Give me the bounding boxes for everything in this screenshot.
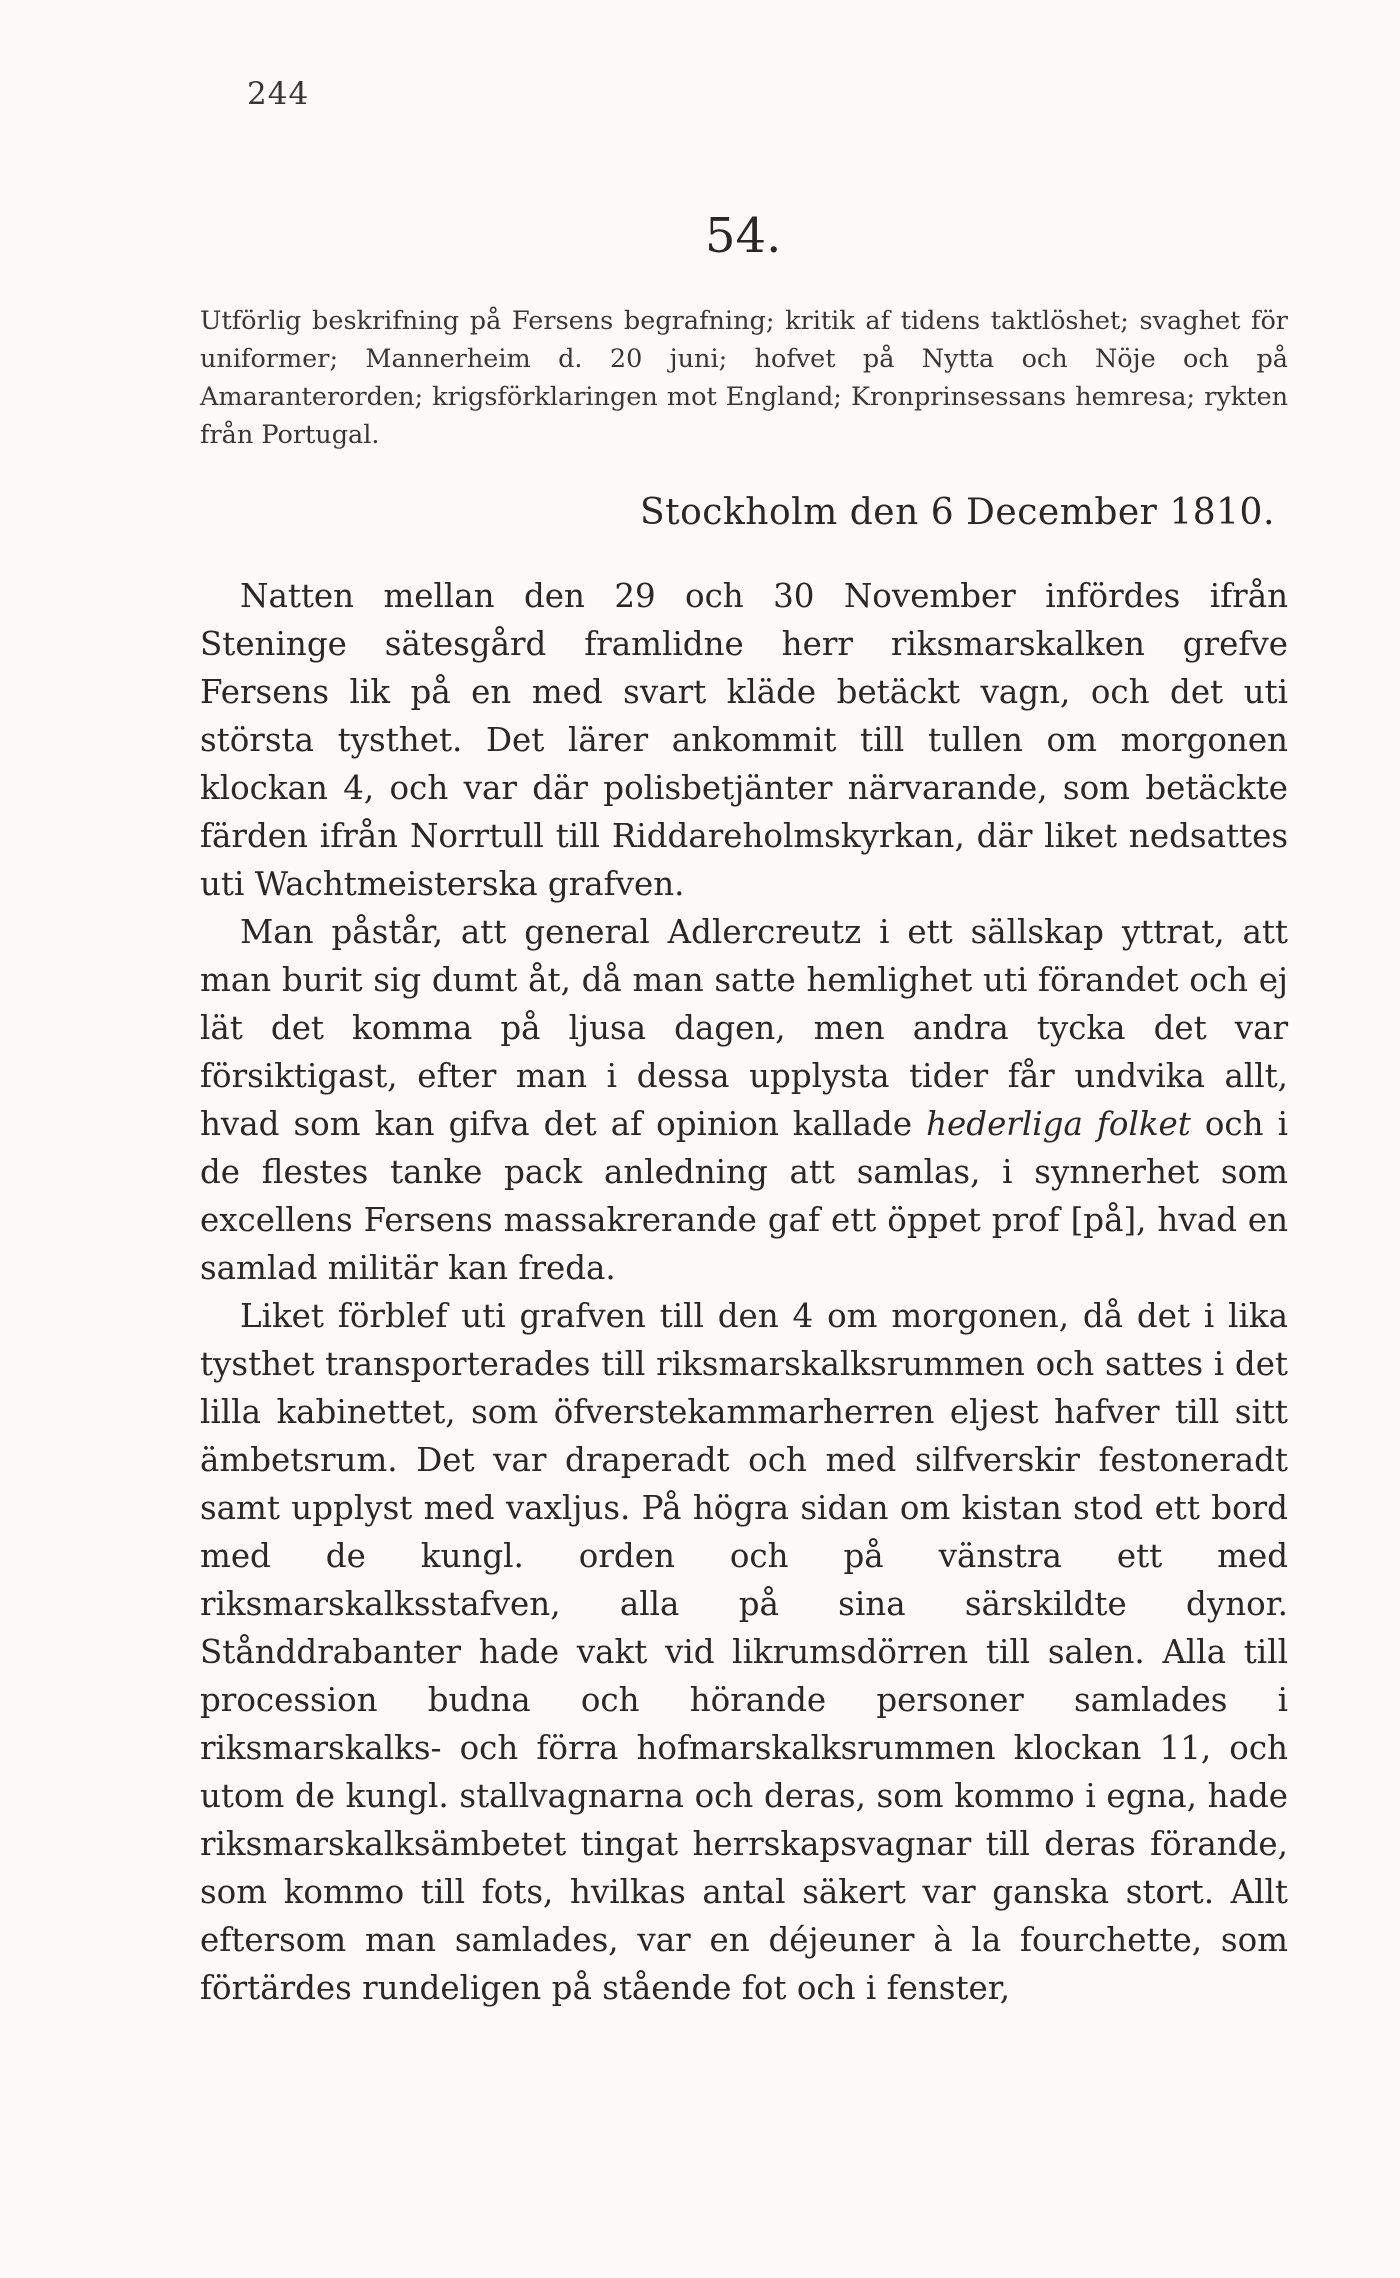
paragraph-3: Liket förblef uti grafven till den 4 om morgonen, då det i lika tysthet transporterades till riksmarskalksrummen och sattes i det lilla kabinettet, som öfverstekammarherren eljest hafver till sitt ämbetsrum. Det var draperadt och med silfverskir festoneradt samt upplyst med vaxljus. På högra sidan om kistan stod ett bord med de kungl. orden och på vänstra ett med riksmarskalksstafven, alla på sina särskildte dynor. Stånddrabanter hade vakt vid likrumsdörren till salen. Alla till procession budna och hörande personer samlades i riksmarskalks- och förra hofmarskalksrummen klockan 11, och utom de kungl. stallvagnarna och deras, som kommo i egna, hade riksmarskalksämbetet tingat herrskapsvagnar till deras förande, som kommo till fots, hvilkas antal säkert var ganska stort. Allt eftersom man samlades, var en déjeuner à la fourchette, som förtärdes rundeligen på stående fot och i fenster, [200,1297,1288,2007]
letter-body [200,572,1288,2012]
paragraph-2-text-end: och i de flestes tanke pack anledning att samlas, i synnerhet som excellens Fersens massakrerande gaf ett öppet prof [på], hvad en samlad militär kan freda. [200,1105,1288,1287]
paragraph-2 [200,908,1288,1292]
letter-number: 54. [705,208,782,264]
paragraph-1: Natten mellan den 29 och 30 November infördes ifrån Steninge sätesgård framlidne herr riksmarskalken grefve Fersens lik på en med svart kläde betäckt vagn, och det uti största tysthet. Det lärer ankommit till tullen om morgonen klockan 4, och var där polisbetjänter närvarande, som betäckte färden ifrån Norrtull till Riddareholmskyrkan, där liket nedsattes uti Wachtmeisterska grafven. [200,577,1288,903]
page-number: 244 [247,76,310,112]
paragraph-2-text-start: Man påstår, att general Adlercreutz i ett sällskap yttrat, att man burit sig dumt åt, då man satte hemlighet uti förandet och ej lät det komma på ljusa dagen, men andra tycka det var försiktigast, efter man i dessa upplysta tider får undvika allt, hvad som kan gifva det af opinion kallade [200,913,1288,1143]
paragraph-2-italic-phrase: hederliga folket [926,1105,1191,1143]
dateline: Stockholm den 6 December 1810. [640,492,1275,533]
letter-summary: Utförlig beskrifning på Fersens begrafning; kritik af tidens taktlöshet; svaghet för uniformer; Mannerheim d. 20 juni; hofvet på Nytta och Nöje och på Amaranterorden; krigsförklaringen mot England; Kronprinsessans hemresa; rykten från Portugal. [200,306,1288,450]
